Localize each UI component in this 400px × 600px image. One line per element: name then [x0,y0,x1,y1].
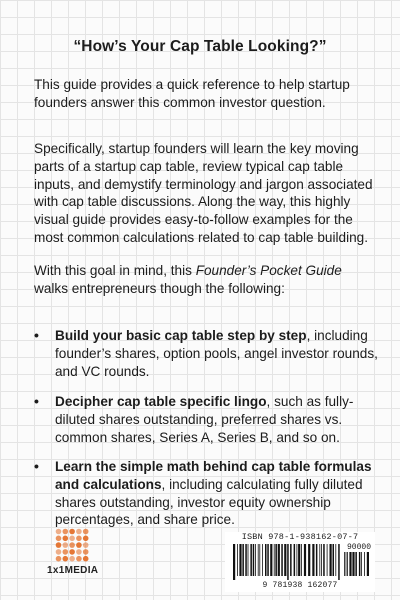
goal-text-before: With this goal in mind, this [34,263,196,278]
barcode-number: 9 781938 162077 [262,581,338,590]
bullet-bold-text: Learn the simple math behind cap table formulas and calculations [55,459,372,492]
addon-barcode-bars-icon [344,552,370,580]
bullet-text: , including calculating fully diluted shares outstanding, investor equity ownership percentages, and share price. [55,476,363,528]
bullet-text: , including founder’s shares, option pools, angel investor rounds, and VC rounds. [55,328,378,379]
bullet-bold-text: Decipher cap table specific lingo [55,394,267,409]
goal-text-after: walks entrepreneurs though the following: [34,280,285,296]
publisher-name: 1x1MEDIA [47,565,99,576]
price-code: 90000 [346,543,371,552]
intro-paragraph: This guide provides a quick reference to help startup founders answer this common investor question. [34,77,350,110]
barcode-bars-icon [233,544,341,580]
guide-title: Founder’s Pocket Guide [195,263,342,278]
publisher-logo [47,528,97,576]
bullet-dot: • [34,458,39,474]
details-paragraph: Specifically, startup founders will learn the key moving parts of a startup cap table, review typical cap table inputs, and demystify terminology and jargon associated with cap table discussions. Along the way, this highly visual guide provides easy-to-follow examples for the most common calculations related to cap table building. [34,141,373,245]
dot-grid-logo-icon [55,528,89,562]
bullet-dot: • [34,327,39,343]
bullet-dot: • [34,393,39,409]
bullet-bold-text: Build your basic cap table step by step [55,328,307,343]
bullet-text: , such as fully-diluted shares outstanding, preferred shares vs. common shares, Series A, Series B, and so on. [55,394,354,445]
isbn-barcode [225,532,375,592]
cover-heading: “How’s Your Cap Table Looking?” [73,38,327,55]
isbn-text: ISBN 978-1-938162-07-7 [241,532,359,542]
goal-paragraph [34,262,379,298]
